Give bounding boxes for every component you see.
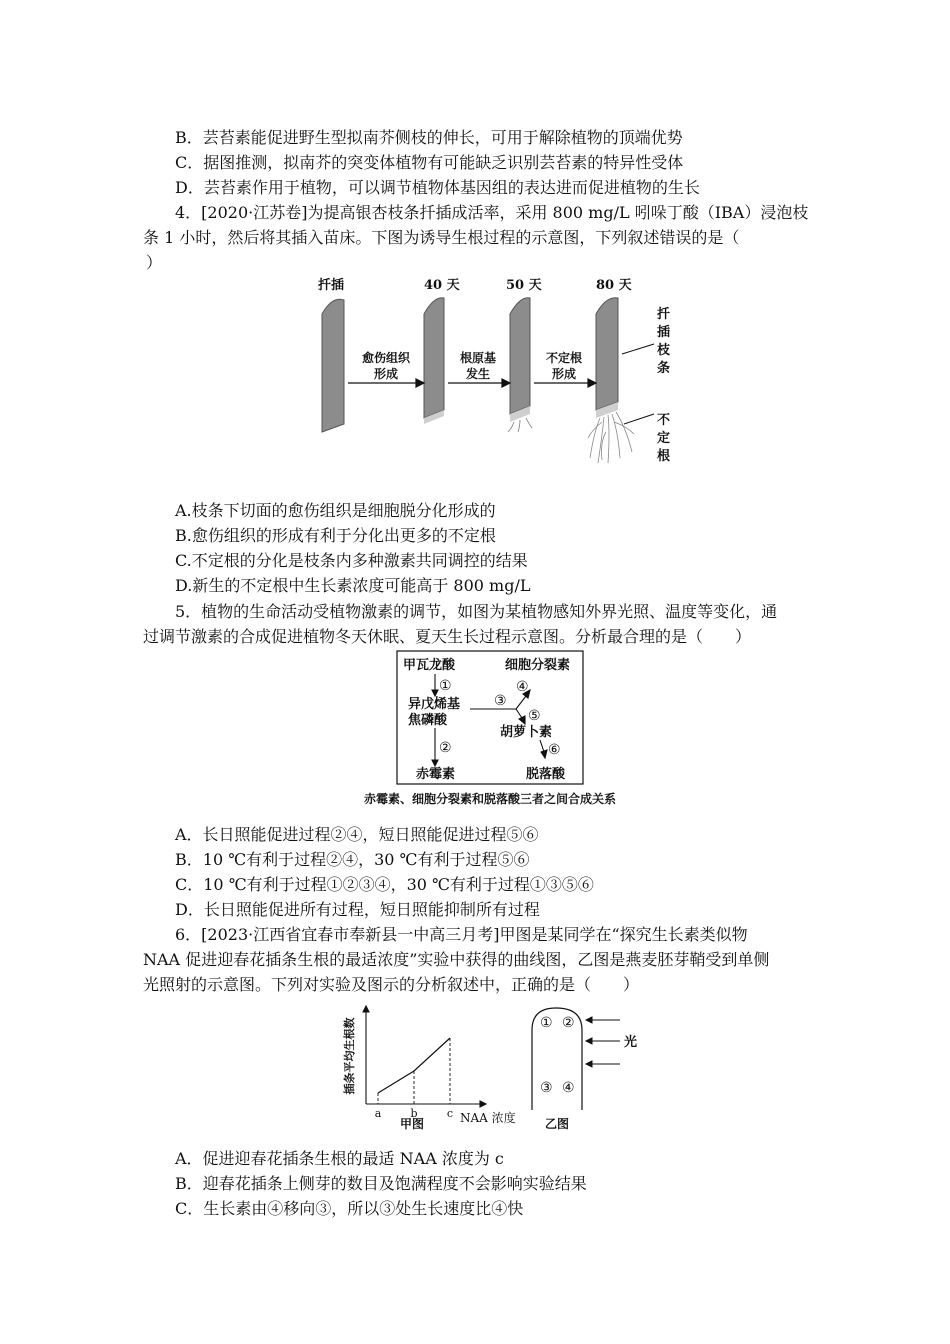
- q4-option-c: C.不定根的分化是枝条内多种激素共同调控的结果: [175, 551, 528, 570]
- coleoptile-caption: 乙图: [544, 1117, 570, 1131]
- q5-option-d: D．长日照能促进所有过程，短日照能抑制所有过程: [175, 900, 540, 919]
- coleoptile-position-1: ①: [540, 1015, 553, 1031]
- q6-stem-line1: 6．[2023·江西省宜春市奉新县一中高三月考]甲图是某同学在“探究生长素类似物: [175, 925, 748, 944]
- light-label: 光: [624, 1035, 638, 1050]
- q4-option-b: B.愈伤组织的形成有利于分化出更多的不定根: [175, 526, 496, 545]
- side-label-bottom-2: 定: [657, 431, 671, 446]
- cutting-1: [322, 299, 344, 432]
- q4-stem-line2: 条 1 小时，然后将其插入苗床。下图为诱导生根过程的示意图，下列叙述错误的是（: [143, 228, 740, 247]
- arrow3-label-bottom: 形成: [551, 367, 577, 381]
- coleoptile-position-2: ②: [562, 1015, 575, 1031]
- chart-x-axis-label: NAA 浓度: [460, 1111, 516, 1125]
- q5-stem-line1: 5．植物的生命活动受植物激素的调节，如图为某植物感知外界光照、温度等变化，通: [175, 602, 778, 621]
- cytokinin-label: 细胞分裂素: [505, 658, 571, 673]
- hormone-diagram-caption: 赤霉素、细胞分裂素和脱落酸三者之间合成关系: [363, 792, 617, 806]
- side-label-top-4: 条: [657, 361, 671, 376]
- q6-option-c: C．生长素由④移向③，所以③处生长速度比④快: [175, 1199, 524, 1218]
- coleoptile-position-3: ③: [540, 1080, 553, 1096]
- chart-tick-b: b: [410, 1107, 418, 1120]
- coleoptile-position-4: ④: [562, 1080, 575, 1096]
- q6-coleoptile-figure: [520, 1004, 650, 1134]
- chart-tick-a: a: [374, 1107, 382, 1120]
- process-2: ②: [439, 740, 452, 756]
- q5-hormone-diagram: [330, 648, 650, 812]
- process-4: ④: [516, 679, 529, 695]
- q6-chart-jia: [340, 1004, 530, 1134]
- q4-option-d: D.新生的不定根中生长素浓度可能高于 800 mg/L: [175, 576, 531, 595]
- chart-title: 甲图: [399, 1117, 425, 1131]
- side-label-bottom-3: 根: [657, 449, 671, 464]
- arrow1-label-top: 愈伤组织: [361, 351, 411, 365]
- cutting-2: [424, 298, 444, 418]
- gibberellin-label: 赤霉素: [416, 767, 456, 782]
- cutting-4: [596, 298, 618, 410]
- q6-stem-line3: 光照射的示意图。下列对实验及图示的分析叙述中，正确的是（ ）: [143, 975, 640, 994]
- q6-option-b: B．迎春花插条上侧芽的数目及饱满程度不会影响实验结果: [175, 1174, 587, 1193]
- mevalonate-label: 甲瓦龙酸: [403, 658, 456, 673]
- process-1: ①: [439, 678, 452, 694]
- q6-option-a: A．促进迎春花插条生根的最适 NAA 浓度为 c: [175, 1149, 504, 1168]
- q4-stem-line1: 4．[2020·江苏卷]为提高银杏枝条扦插成活率，采用 800 mg/L 吲哚丁酸（IBA）浸泡枝: [175, 203, 809, 222]
- process-5: ⑤: [528, 708, 541, 724]
- process-3: ③: [494, 693, 507, 709]
- ipp-label-bottom: 焦磷酸: [408, 713, 448, 728]
- chart-tick-c: c: [446, 1107, 454, 1120]
- cutting-3: [510, 298, 530, 414]
- q5-option-a: A．长日照能促进过程②④，短日照能促进过程⑤⑥: [175, 825, 539, 844]
- q5-option-c: C．10 ℃有利于过程①②③④，30 ℃有利于过程①③⑤⑥: [175, 875, 594, 894]
- q4-option-a: A.枝条下切面的愈伤组织是细胞脱分化形成的: [175, 501, 496, 520]
- chart-axes: [363, 1006, 486, 1107]
- q5-stem-line2: 过调节激素的合成促进植物冬天休眠、夏天生长过程示意图。分析最合理的是（ ）: [143, 627, 752, 646]
- arrow2-label-bottom: 发生: [465, 367, 491, 381]
- stage-label-2: 40 天: [424, 278, 460, 293]
- stage-label-3: 50 天: [506, 278, 542, 293]
- aba-label: 脱落酸: [526, 767, 566, 782]
- q3-option-b: B．芸苔素能促进野生型拟南芥侧枝的伸长，可用于解除植物的顶端优势: [175, 128, 683, 147]
- q5-option-b: B．10 ℃有利于过程②④，30 ℃有利于过程⑤⑥: [175, 850, 530, 869]
- q4-stem-line3: ）: [146, 253, 163, 272]
- side-label-top-1: 扦: [657, 307, 671, 322]
- arrow1-label-bottom: 形成: [373, 367, 399, 381]
- stage-label-4: 80 天: [596, 278, 632, 293]
- side-label-top-3: 枝: [657, 343, 671, 358]
- process-6: ⑥: [548, 742, 561, 758]
- chart-y-axis-label: 插条平均生根数: [343, 1017, 356, 1095]
- stage-label-1: 扦插: [318, 278, 345, 293]
- light-arrows: [586, 1017, 620, 1067]
- side-label-top-2: 插: [657, 325, 671, 340]
- arrow3-label-top: 不定根: [545, 351, 583, 365]
- q3-option-c: C．据图推测，拟南芥的突变体植物有可能缺乏识别芸苔素的特异性受体: [175, 153, 684, 172]
- carotene-label: 胡萝卜素: [500, 725, 553, 740]
- side-label-bottom-1: 不: [657, 413, 671, 428]
- q6-stem-line2: NAA 促进迎春花插条生根的最适浓度”实验中获得的曲线图，乙图是燕麦胚芽鞘受到单侧: [143, 950, 770, 969]
- arrow2-label-top: 根原基: [459, 351, 497, 365]
- q3-option-d: D．芸苔素作用于植物，可以调节植物体基因组的表达进而促进植物的生长: [175, 178, 700, 197]
- ipp-label-top: 异戊烯基: [408, 697, 461, 712]
- chart-series-line: [378, 1038, 450, 1093]
- q4-rooting-diagram: [300, 272, 690, 472]
- adventitious-roots: [588, 412, 634, 463]
